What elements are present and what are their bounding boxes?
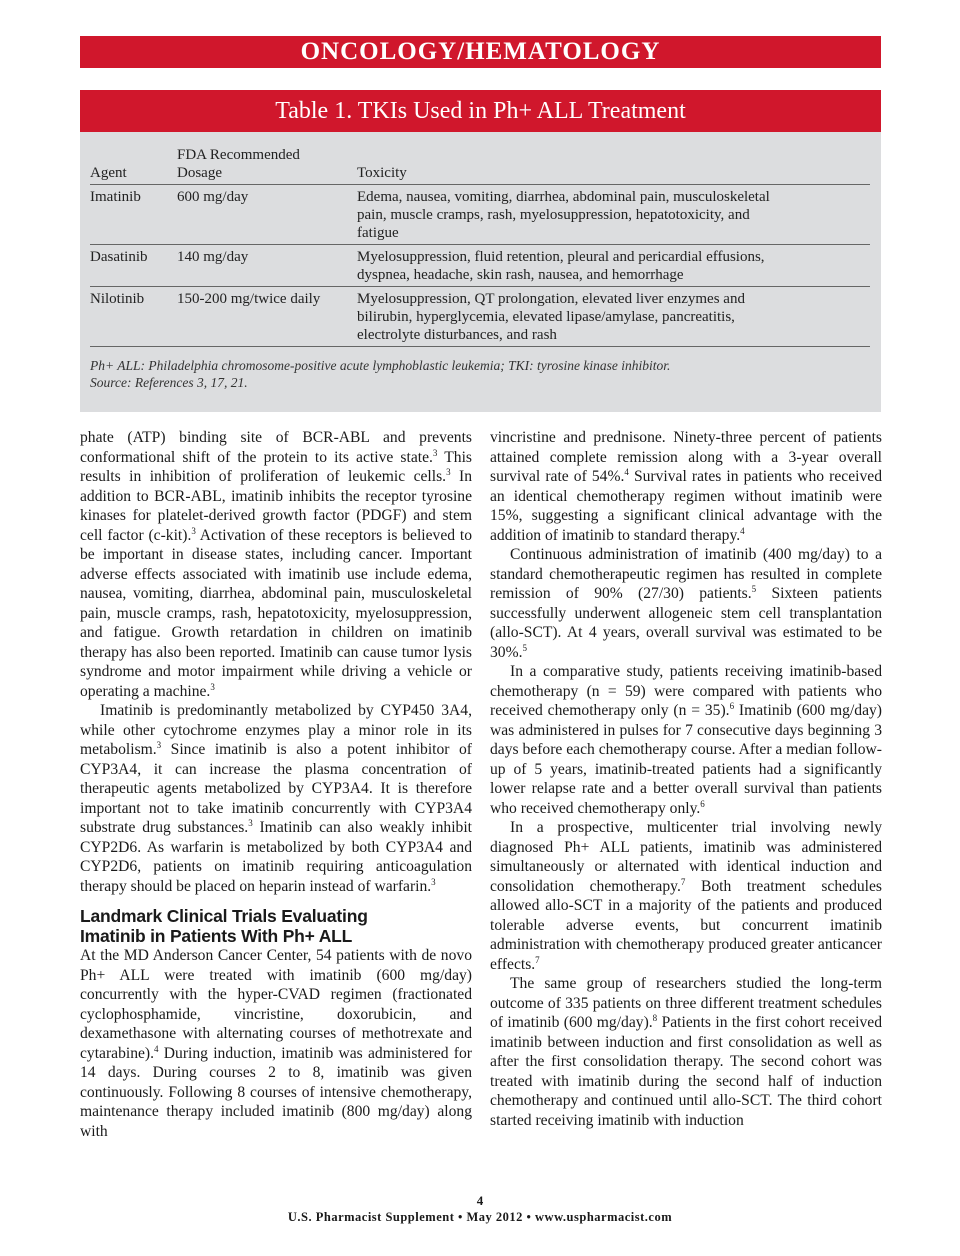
page-number: 4 — [476, 1193, 484, 1208]
ref-superscript: 8 — [652, 1012, 658, 1023]
ref-superscript: 4 — [624, 466, 629, 477]
paragraph: Imatinib is predominantly metabolized by CYP450 3A4, while other cytochrome enzymes play a minor role in its metabolism.$^3$ Since imatinib is also a potent inhibitor of CYP3A4, it can increase the plasma concentration of therapeutic agents metabolized by CYP3A4. It is therefore important not to take imatinib concurrently with CYP3A4 substrate drug substances.$^3$ Imatinib can also weakly inhibit CYP2D6. As warfarin is metabolized by both CYP3A4 and CYP2D6, patients on imatinib requiring anticoagulation therapy should be placed on heparin instead of warfarin.$^3$ — [80, 702, 473, 895]
header-toxicity: Toxicity — [357, 165, 407, 181]
ref-superscript: 3 — [210, 681, 215, 692]
row-nilotinib-toxicity-1: Myelosuppression, QT prolongation, elevated liver enzymes and — [357, 291, 745, 307]
ref-superscript: 3 — [431, 876, 436, 887]
publication-footer: U.S. Pharmacist Supplement • May 2012 • www.uspharmacist.com — [287, 1210, 673, 1224]
bottom-rule — [90, 346, 870, 347]
section-banner: ONCOLOGY/HEMATOLOGY — [80, 36, 881, 68]
paragraph: In a comparative study, patients receiving imatinib-based chemotherapy (n = 59) were compared with patients who received chemotherapy only (n = 35).$^6$ Imatinib (600 mg/day) was administered in pulses for 7 consecutive days beginning 3 days before each chemotherapy course. After a median follow-up of 5 years, imatinib-treated patients had a significantly lower relapse rate and a better overall survival than patients who received chemotherapy only.$^6$ — [490, 663, 882, 817]
row-imatinib-toxicity-1: Edema, nausea, vomiting, diarrhea, abdominal pain, musculoskeletal — [357, 189, 770, 205]
paragraph: The same group of researchers studied the long-term outcome of 335 patients on three different treatment schedules of imatinib (600 mg/day).$^8$ Patients in the first cohort received imatinib between induction and first consolidation as well as after the first consolidation therapy. The second cohort was treated with imatinib during the second half of induction chemotherapy and continued until allo-SCT. The third cohort started receiving imatinib with induction — [490, 975, 882, 1129]
ref-superscript: 3 — [432, 447, 438, 458]
row-imatinib-agent: Imatinib — [90, 189, 141, 205]
ref-superscript: 3 — [191, 525, 196, 536]
row-dasatinib-dosage: 140 mg/day — [177, 249, 249, 265]
left-column — [80, 428, 472, 1141]
header-agent: Agent — [90, 165, 127, 181]
ref-superscript: 4 — [154, 1043, 159, 1054]
ref-superscript: 6 — [700, 798, 705, 809]
row-dasatinib-agent: Dasatinib — [90, 249, 148, 265]
header-dosage-line2: Dosage — [177, 165, 222, 181]
ref-superscript: 5 — [522, 642, 527, 653]
ref-superscript: 7 — [680, 876, 686, 887]
table-footnote-source: Source: References 3, 17, 21. — [90, 375, 248, 390]
paragraph: phate (ATP) binding site of BCR-ABL and prevents conformational shift of the protein to its active state.$^3$ This results in inhibition of proliferation of leukemic cells.$^3$ In addition to BCR-ABL, imatinib inhibits the receptor tyrosine kinases for platelet-derived growth factor (PDGF) and stem cell factor (c-kit).$^3$ Activation of these receptors is believed to be important in disease states, including cancer. Important adverse effects associated with imatinib use include edema, nausea, vomiting, diarrhea, abdominal pain, musculoskeletal pain, muscle cramps, rash, hepatotoxicity, myelosuppression, and fatigue. Growth retardation in children on imatinib therapy has also been reported. Imatinib can cause tumor lysis syndrome and motor impairment while driving a vehicle or operating a machine.$^3$ — [80, 429, 473, 700]
ref-superscript: 3 — [446, 466, 451, 477]
table-footnote-abbrev: Ph+ ALL: Philadelphia chromosome-positive acute lymphoblastic leukemia; TKI: tyrosine kinase inhibitor. — [90, 358, 671, 373]
table-1 — [80, 90, 881, 412]
row-rule — [90, 244, 870, 245]
row-nilotinib-toxicity-3: electrolyte disturbances, and rash — [357, 327, 557, 343]
header-dosage-line1: FDA Recommended — [177, 147, 300, 163]
ref-superscript: 7 — [535, 954, 540, 965]
paragraph: vincristine and prednisone. Ninety-three percent of patients attained complete remission along with a 3-year overall survival rate of 54%.$^4$ Survival rates in patients who received an identical chemotherapy regimen without imatinib were 15%, suggesting a significant clinical advantage with the addition of imatinib to standard therapy.$^4$ — [490, 429, 882, 544]
row-dasatinib-toxicity-2: dyspnea, headache, skin rash, nausea, and hemorrhage — [357, 267, 684, 283]
header-rule — [90, 184, 870, 185]
row-dasatinib-toxicity-1: Myelosuppression, fluid retention, pleural and pericardial effusions, — [357, 249, 765, 265]
row-nilotinib-agent: Nilotinib — [90, 291, 145, 307]
ref-superscript: 6 — [729, 700, 735, 711]
paragraph: In a prospective, multicenter trial involving newly diagnosed Ph+ ALL patients, imatinib was administered simultaneously or alternated with identical induction and consolidation chemotherapy.$^7$ Both treatment schedules allowed allo-SCT in a majority of the patients and produced tolerable adverse events, but concurrent imatinib administration with chemotherapy produced greater anticancer effects.$^7$ — [490, 819, 882, 973]
row-nilotinib-dosage: 150-200 mg/twice daily — [177, 291, 321, 307]
table-title: Table 1. TKIs Used in Ph+ ALL Treatment — [80, 90, 881, 132]
row-imatinib-toxicity-2: pain, muscle cramps, rash, myelosuppression, hepatotoxicity, and — [357, 207, 750, 223]
right-column — [490, 428, 882, 1130]
row-imatinib-toxicity-3: fatigue — [357, 225, 399, 241]
row-imatinib-dosage: 600 mg/day — [177, 189, 249, 205]
row-rule — [90, 286, 870, 287]
ref-superscript: 4 — [740, 525, 745, 536]
section-heading: Landmark Clinical Trials Evaluating Imatinib in Patients With Ph+ ALL — [80, 906, 368, 946]
ref-superscript: 5 — [751, 583, 757, 594]
ref-superscript: 3 — [248, 817, 253, 828]
paragraph: At the MD Anderson Cancer Center, 54 patients with de novo Ph+ ALL were treated with imatinib (600 mg/day) concurrently with the hyper-CVAD regimen (fractionated cyclophosphamide, vincristine, doxorubicin, and dexamethasone with alternating courses of methotrexate and cytarabine).$^4$ During induction, imatinib was administered for 14 days. During courses 2 to 8, imatinib was given continuously. Following 8 courses of intensive chemotherapy, maintenance therapy included imatinib (800 mg/day) along with — [80, 947, 472, 1140]
row-nilotinib-toxicity-2: bilirubin, hyperglycemia, elevated lipase/amylase, pancreatitis, — [357, 309, 735, 325]
ref-superscript: 3 — [156, 739, 162, 750]
paragraph: Continuous administration of imatinib (400 mg/day) to a standard chemotherapeutic regimen has resulted in complete remission of 90% (27/30) patients.$^5$ Sixteen patients successfully underwent allogeneic stem cell transplantation (allo-SCT). At 4 years, overall survival was estimated to be 30%.$^5$ — [490, 546, 882, 661]
